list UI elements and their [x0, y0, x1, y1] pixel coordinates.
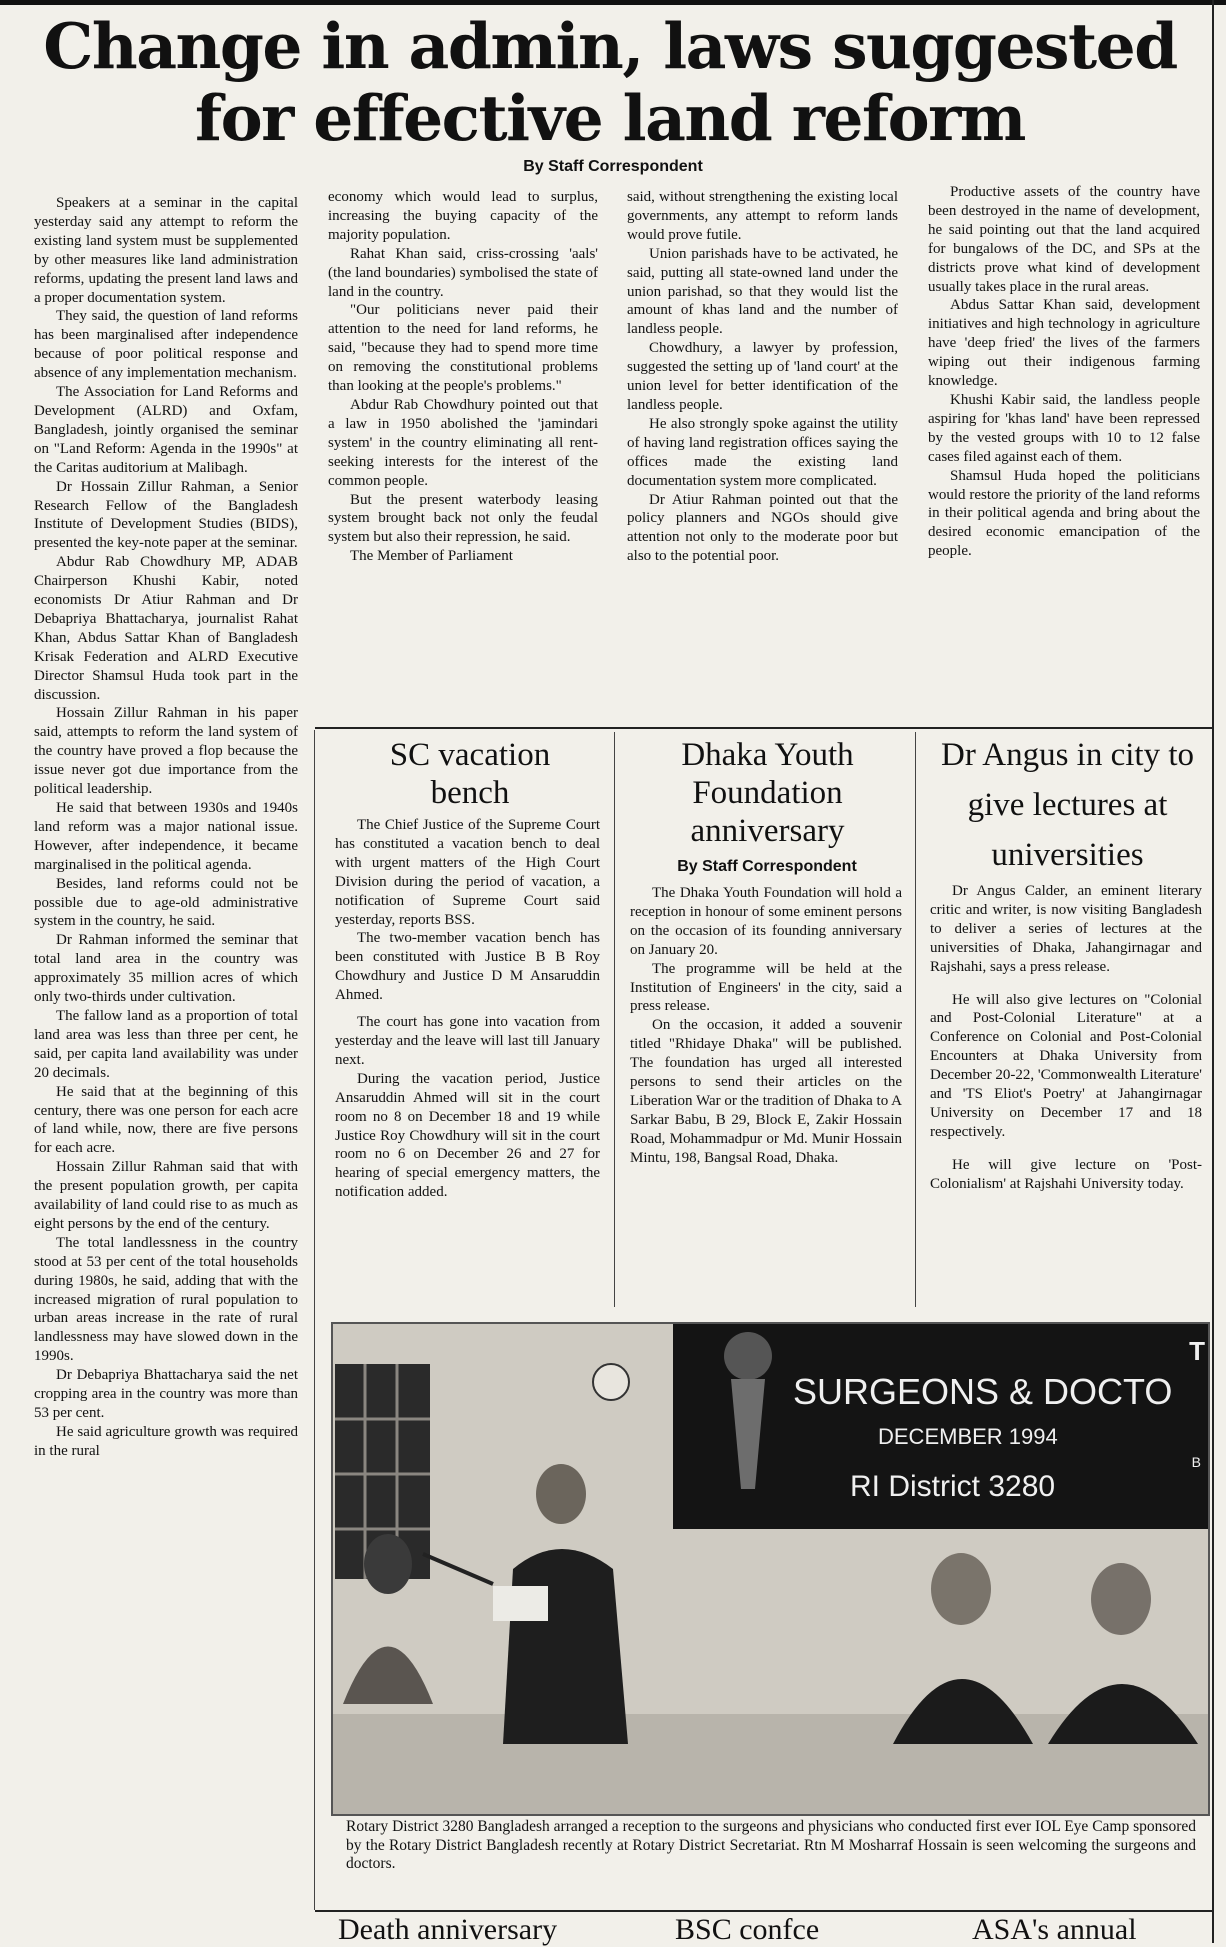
paragraph: Besides, land reforms could not be possible due to age-old administrative system in the country, he said. — [34, 875, 298, 930]
paragraph: Abdus Sattar Khan said, development initiatives and high technology in agriculture have 'deep fried' the lives of the farmers wiping out their indigenous farming knowledge. — [928, 297, 1200, 390]
paragraph: During the vacation period, Justice Ansaruddin Ahmed will sit in the court room no 8 on December 18 and 19 while Justice Roy Chowdhury will sit in the court room no 6 on December 26 and 27 for hearing of special emergency matters, the notification added. — [335, 1070, 600, 1201]
teaser-death-anniversary: Death anniversary — [338, 1913, 558, 1946]
headline-line-2: for effective land reform — [195, 81, 1025, 155]
paragraph: Dr Hossain Zillur Rahman, a Senior Research Fellow of the Bangladesh Institute of Development Studies (BIDS), presented the key-note paper at the seminar. — [34, 478, 298, 552]
paragraph: He said agriculture growth was required in the rural — [34, 1423, 298, 1459]
main-story-column-1 — [34, 194, 298, 1934]
paragraph: "Our politicians never paid their attention to the need for land reforms, he said, "because they had to spend more time on removing the constitutional problems than looking at the people's problems." — [328, 302, 598, 395]
paragraph: On the occasion, it added a souvenir titled "Rhidaye Dhaka" will be published. The foundation has urged all interested persons to send their articles on the Liberation War or the tradition of Dhaka to A Sarkar Babu, B 29, Block E, Zakir Hossain Road, Mohammadpur or Md. Munir Hossain Mintu, 198, Bangsal Road, Dhaka. — [630, 1017, 902, 1166]
paragraph: The programme will be held at the Institution of Engineers' in the city, said a press release. — [630, 960, 902, 1015]
photo-illustration — [333, 1324, 1208, 1814]
paragraph: Dr Rahman informed the seminar that total land area in the country was approximately 35 million acres of which only two-thirds under cultivation. — [34, 932, 298, 1006]
section-rule — [315, 727, 1212, 729]
photo-caption: Rotary District 3280 Bangladesh arranged a reception to the surgeons and physicians who conducted first ever IOL Eye Camp sponsored by the Rotary District Bangladesh recently at Rotary District Secretariat. Rtn M Mosharraf Hossain is seen welcoming the surgeons and doctors. — [346, 1818, 1196, 1872]
paragraph: Dr Angus Calder, an eminent literary critic and writer, is now visiting Bangladesh to deliver a series of lectures at the universities of Dhaka, Jahangirnagar and Rajshahi, says a press release. — [930, 883, 1202, 975]
paragraph: He also strongly spoke against the utility of having land registration offices saying the offices made the existing land documentation system more complicated. — [627, 415, 898, 489]
angus-headline: Dr Angus in city to give lectures at universities — [941, 737, 1194, 873]
headline-line-1: Change in admin, laws suggested — [43, 9, 1177, 83]
paragraph: He said that between 1930s and 1940s land reform was a major national issue. However, after independence, it became marginalised in the political agenda. — [34, 800, 298, 873]
dhaka-headline: Dhaka Youth Foundation anniversary — [681, 737, 854, 849]
paragraph: The total landlessness in the country stood at 53 per cent of the total households during 1980s, he said, adding that with the increased migration of rural population to urban areas increase in the rate of rural landlessness may have slowed down in the 1990s. — [34, 1234, 298, 1365]
main-story-column-4 — [928, 183, 1200, 718]
paragraph: The Association for Land Reforms and Development (ALRD) and Oxfam, Bangladesh, jointly organised the seminar on "Land Reform: Agenda in the 1990s" at the Caritas auditorium at Malibagh. — [34, 384, 298, 476]
main-story-column-2 — [328, 188, 598, 718]
right-column-rule — [1212, 0, 1214, 1943]
paragraph: The two-member vacation bench has been constituted with Justice B B Roy Chowdhury and Justice D M Ansaruddin Ahmed. — [335, 930, 600, 1004]
paragraph: The Member of Parliament — [350, 548, 513, 565]
paragraph: He said that at the beginning of this century, there was one person for each acre of land while, now, there are five persons for each acre. — [34, 1083, 298, 1157]
banner-line-1: SURGEONS & DOCTO — [793, 1371, 1173, 1412]
paragraph: He will also give lectures on "Colonial and Post-Colonial Literature" at a Conference on Colonial and Post-Colonial Encounters at Dhaka University from December 20-22, 'Commonwealth Literature' and 'TS Eliot's Poetry' at Jahangirnagar University on December 17 and 18 respectively. — [930, 991, 1202, 1140]
paragraph: Productive assets of the country have been destroyed in the name of development, he said pointing out that the land acquired for bungalows of the DC, and SPs at the districts prove what kind of development usually takes place in the rural areas. — [928, 184, 1200, 295]
paragraph: The fallow land as a proportion of total land area was less than three per cent, he said, per capita land availability was under 20 decimals. — [34, 1007, 298, 1081]
paragraph: But the present waterbody leasing system brought back not only the feudal system but also their repression, he said. — [328, 491, 598, 546]
bottom-rule — [315, 1910, 1212, 1912]
paragraph: Khushi Kabir said, the landless people aspiring for 'khas land' have been repressed by the vested groups with 10 to 12 false cases filed against each of them. — [928, 391, 1200, 465]
paragraph: The court has gone into vacation from yesterday and the leave will last till January next. — [335, 1014, 600, 1068]
paragraph: Dr Debapriya Bhattacharya said the net cropping area in the country was more than 53 per cent. — [34, 1367, 298, 1421]
paragraph: Chowdhury, a lawyer by profession, suggested the setting up of 'land court' at the union level for better identification of the landless people. — [627, 340, 898, 413]
paragraph: Speakers at a seminar in the capital yesterday said any attempt to reform the existing land system must be supplemented by other measures like land administration reforms, updating the present land laws and a proper documentation system. — [34, 195, 298, 306]
banner-line-3: RI District 3280 — [850, 1470, 1056, 1503]
main-headline — [30, 10, 1190, 154]
paragraph: The Chief Justice of the Supreme Court has constituted a vacation bench to deal with urgent matters of the High Court Division during the period of vacation, a notification of Supreme Court said yesterday, reports BSS. — [335, 817, 600, 928]
column-divider — [915, 732, 916, 1307]
paragraph: Hossain Zillur Rahman said that with the present population growth, per capita availability of land could rise to as much as eight persons by the end of the century. — [34, 1159, 298, 1232]
sc-story-body — [335, 816, 600, 1306]
paragraph: economy which would lead to surplus, increasing the buying capacity of the majority population. — [328, 189, 598, 243]
dhaka-byline: By Staff Correspondent — [677, 858, 857, 875]
main-byline: By Staff Correspondent — [523, 158, 703, 175]
column-divider — [614, 732, 615, 1307]
banner-line-2: DECEMBER 1994 — [878, 1424, 1058, 1449]
paragraph: Abdur Rab Chowdhury pointed out that a law in 1950 abolished the 'jamindari system' in the country eliminating all rent-seeking interests for the interest of the common people. — [328, 396, 598, 489]
main-story-column-3 — [627, 188, 898, 718]
top-border — [0, 0, 1226, 5]
paragraph: He will give lecture on 'Post-Colonialism' at Rajshahi University today. — [930, 1156, 1202, 1192]
sc-headline: SC vacation bench — [389, 737, 551, 811]
column-divider — [314, 730, 315, 1910]
paragraph: The Dhaka Youth Foundation will hold a reception in honour of some eminent persons on the occasion of its founding anniversary on January 20. — [630, 885, 902, 958]
banner-by-text: B — [1191, 1454, 1201, 1470]
paragraph: Dr Atiur Rahman pointed out that the policy planners and NGOs should give attention not only to the moderate poor but also to the potential poor. — [627, 491, 898, 565]
dhaka-story-body — [630, 884, 902, 1304]
paragraph: Abdur Rab Chowdhury MP, ADAB Chairperson Khushi Kabir, noted economists Dr Atiur Rahman and Dr Debapriya Bhattacharya, journalist Rahat Khan, Abdus Sattar Khan of Bangladesh Krisak Federation and ALRD Executive Director Shamsul Huda took part in the discussion. — [34, 554, 298, 703]
news-photo — [331, 1322, 1210, 1816]
paragraph: Rahat Khan said, criss-crossing 'aals' (the land boundaries) symbolised the state of land in the country. — [328, 245, 598, 300]
paragraph: said, without strengthening the existing local governments, any attempt to reform lands would prove futile. — [627, 189, 898, 243]
teaser-bsc-confce: BSC confce — [675, 1913, 820, 1946]
paragraph: Hossain Zillur Rahman in his paper said, attempts to reform the land system of the country have proved a flop because the issue never got due importance from the political leadership. — [34, 705, 298, 798]
angus-story-body — [930, 882, 1202, 1302]
banner-corner-text: T — [1189, 1336, 1205, 1366]
paragraph: Shamsul Huda hoped the politicians would restore the priority of the land reforms in their political agenda and bring about the desired economic emancipation of the people. — [928, 467, 1200, 560]
paragraph: They said, the question of land reforms has been marginalised after independence because of poor political response and absence of any implementation mechanism. — [34, 308, 298, 382]
paragraph: Union parishads have to be activated, he said, putting all state-owned land under the union parishad, so that they would list the amount of khas land and the number of landless people. — [627, 245, 898, 338]
teaser-asa-annual: ASA's annual — [972, 1913, 1137, 1946]
